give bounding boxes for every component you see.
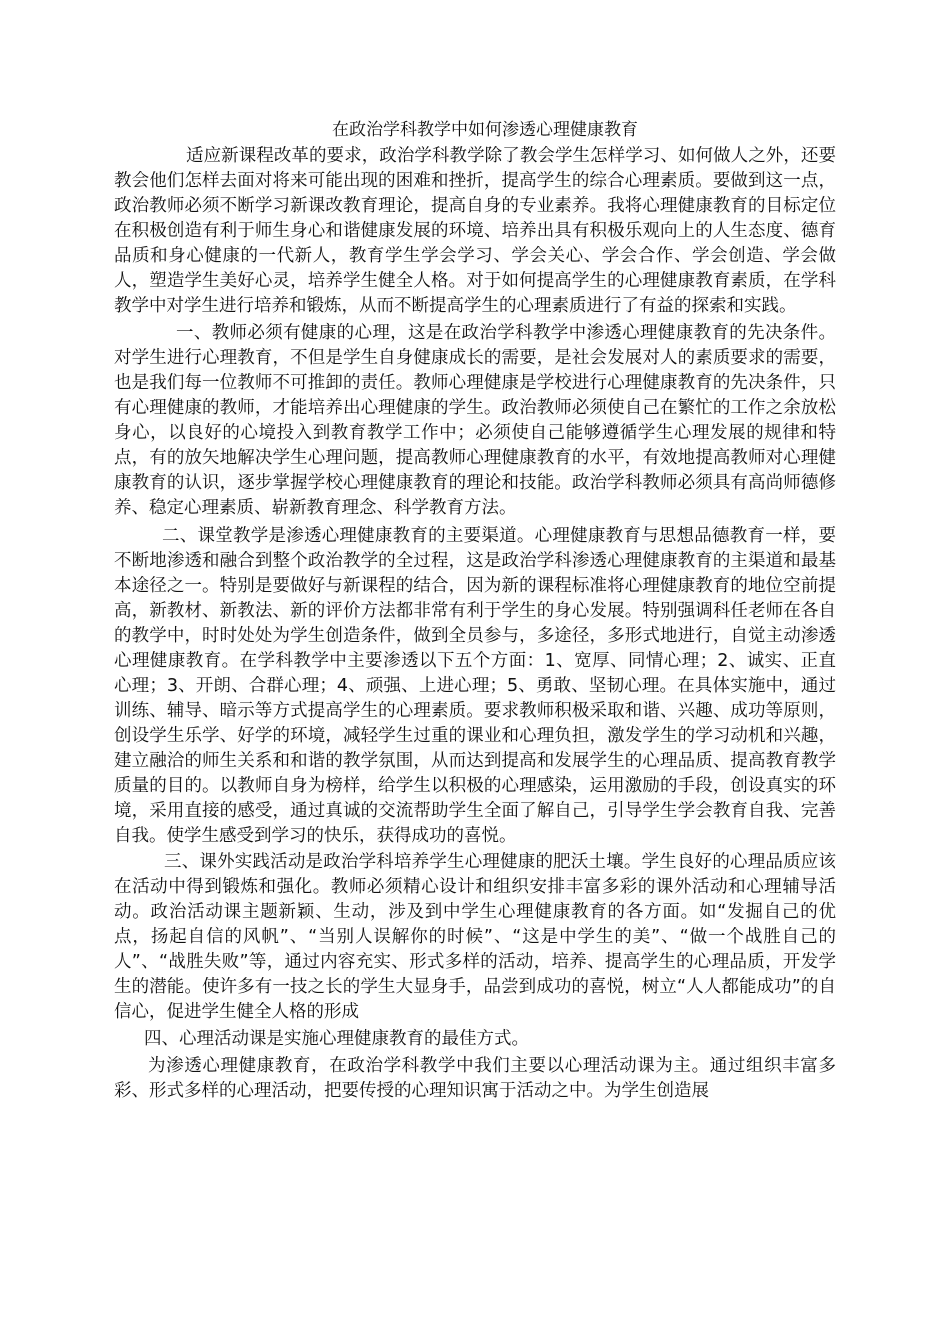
- document-page: [114, 118, 836, 1104]
- paragraph-intro: 适应新课程改革的要求，政治学科教学除了教会学生怎样学习、如何做人之外，还要教会他们怎样去面对将来可能出现的困难和挫折，提高学生的综合心理素质。要做到这一点，政治教师必须不断学习新课改教育理论，提高自身的专业素养。我将心理健康教育的目标定位在积极创造有利于师生身心和谐健康发展的环境、培养出具有积极乐观向上的人生态度、德育品质和身心健康的一代新人，教育学生学会学习、学会关心、学会合作、学会创造、学会做人，塑造学生美好心灵，培养学生健全人格。对于如何提高学生的心理健康教育素质，在学科教学中对学生进行培养和锻炼，从而不断提高学生的心理素质进行了有益的探索和实践。: [114, 146, 836, 316]
- paragraph-section-4-body: 为渗透心理健康教育，在政治学科教学中我们主要以心理活动课为主。通过组织丰富多彩、形式多样的心理活动，把要传授的心理知识寓于活动之中。为学生创造展: [114, 1056, 836, 1101]
- paragraph-section-3: 三、课外实践活动是政治学科培养学生心理健康的肥沃土壤。学生良好的心理品质应该在活动中得到锻炼和强化。教师必须精心设计和组织安排丰富多彩的课外活动和心理辅导活动。政治活动课主题新颖、生动，涉及到中学生心理健康教育的各方面。如“发掘自己的优点，扬起自信的风帆”、“当别人误解你的时候”、“这是中学生的美”、“做一个战胜自己的人”、“战胜失败”等，通过内容充实、形式多样的活动，培养、提高学生的心理品质，开发学生的潜能。使许多有一技之长的学生大显身手，品尝到成功的喜悦，树立“人人都能成功”的自信心，促进学生健全人格的形成: [114, 852, 836, 1022]
- paragraph-section-1: 一、教师必须有健康的心理，这是在政治学科教学中渗透心理健康教育的先决条件。对学生进行心理教育，不但是学生自身健康成长的需要，是社会发展对人的素质要求的需要，也是我们每一位教师不可推卸的责任。教师心理健康是学校进行心理健康教育的先决条件，只有心理健康的教师，才能培养出心理健康的学生。政治教师必须使自己在繁忙的工作之余放松身心，以良好的心境投入到教育教学工作中；必须使自己能够遵循学生心理发展的规律和特点，有的放矢地解决学生心理问题，提高教师心理健康教育的水平，有效地提高教师对心理健康教育的认识，逐步掌握学校心理健康教育的理论和技能。政治学科教师必须具有高尚师德修养、稳定心理素质、崭新教育理念、科学教育方法。: [114, 323, 836, 518]
- paragraph-section-4-heading: 四、心理活动课是实施心理健康教育的最佳方式。: [144, 1029, 529, 1049]
- document-title: 在政治学科教学中如何渗透心理健康教育: [332, 120, 638, 140]
- paragraph-section-2: 二、课堂教学是渗透心理健康教育的主要渠道。心理健康教育与思想品德教育一样，要不断地渗透和融合到整个政治教学的全过程，这是政治学科渗透心理健康教育的主渠道和最基本途径之一。特别是要做好与新课程的结合，因为新的课程标准将心理健康教育的地位空前提高，新教材、新教法、新的评价方法都非常有利于学生的身心发展。特别强调科任老师在各自的教学中，时时处处为学生创造条件，做到全员参与，多途径，多形式地进行，自觉主动渗透心理健康教育。在学科教学中主要渗透以下五个方面：1、宽厚、同情心理；2、诚实、正直心理；3、开朗、合群心理；4、顽强、上进心理；5、勇敢、坚韧心理。在具体实施中，通过训练、辅导、暗示等方式提高学生的心理素质。要求教师积极采取和谐、兴趣、成功等原则，创设学生乐学、好学的环境，减轻学生过重的课业和心理负担，激发学生的学习动机和兴趣，建立融洽的师生关系和和谐的教学氛围，从而达到提高和发展学生的心理品质、提高教育教学质量的目的。以教师自身为榜样，给学生以积极的心理感染，运用激励的手段，创设真实的环境，采用直接的感受，通过真诚的交流帮助学生全面了解自己，引导学生学会教育自我、完善自我。使学生感受到学习的快乐，获得成功的喜悦。: [114, 526, 836, 846]
